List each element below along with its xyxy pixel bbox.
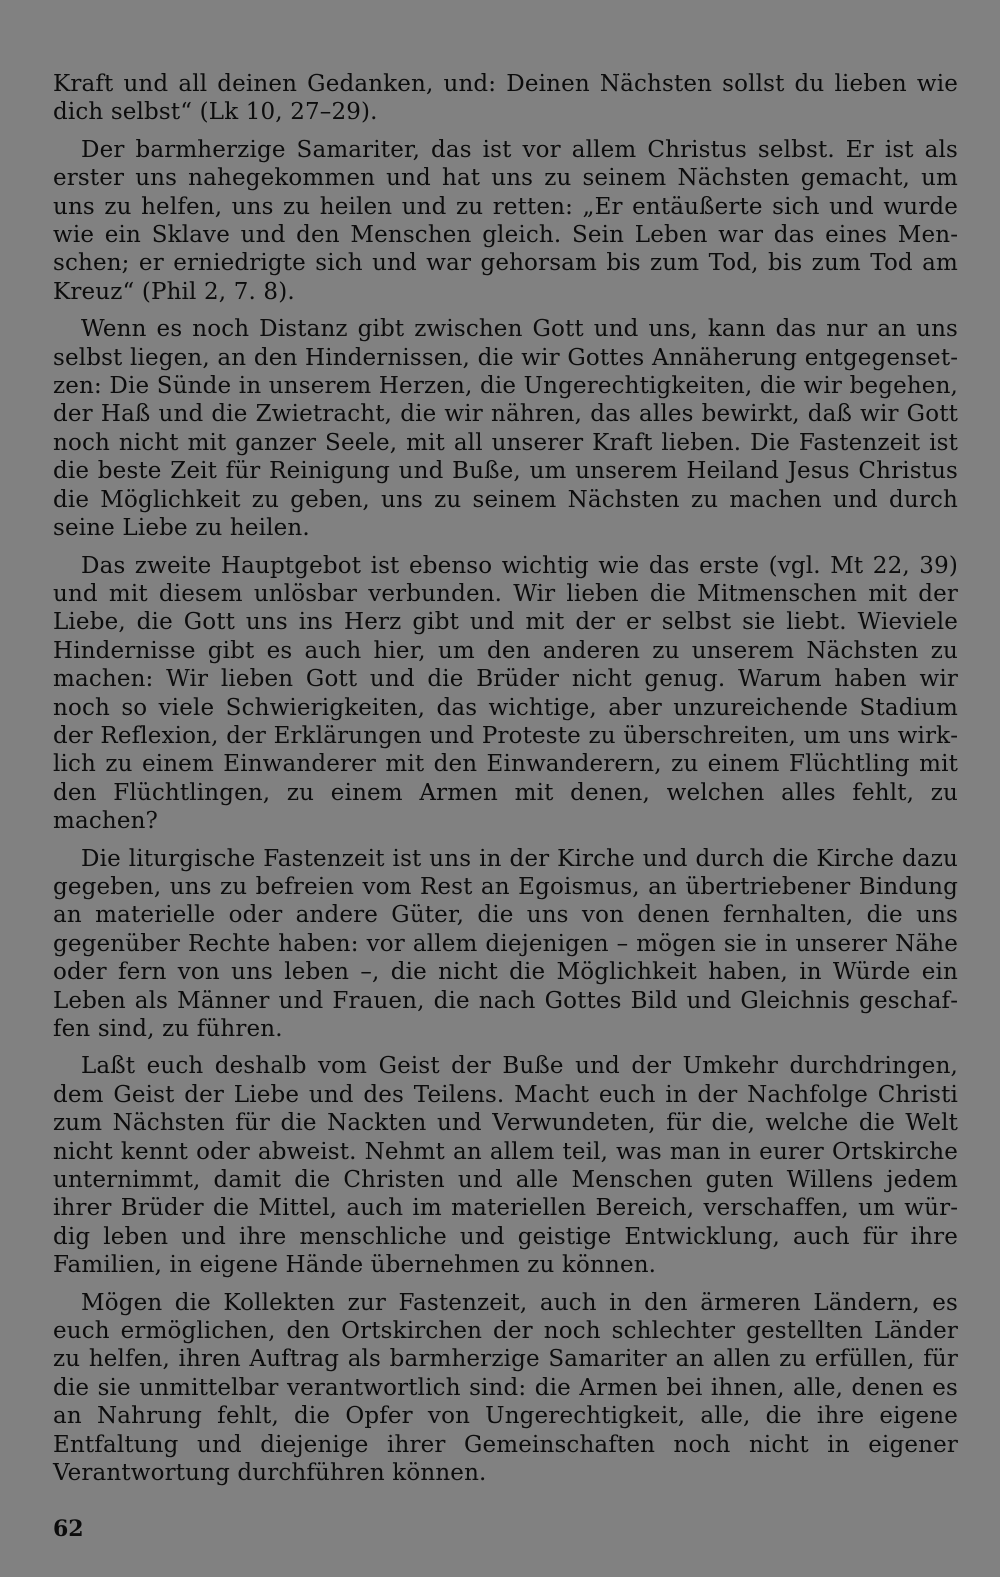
paragraph: Kraft und all deinen Gedanken, und: Deinen Nächsten sollst du lieben wie dich selbst“ (Lk 10, 27–29). bbox=[53, 71, 958, 126]
paragraph: Die liturgische Fastenzeit ist uns in der Kirche und durch die Kirche dazu gegeben, uns zu befreien vom Rest an Egoismus, an übertriebener Bindung an materielle oder andere Güter, die uns von denen fernhalten, die uns gegenüber Rechte haben: vor allem diejenigen – mögen sie in unserer Nähe oder fern von uns leben –, die nicht die Möglichkeit haben, in Würde ein Leben als Männer und Frauen, die nach Gottes Bild und Gleichnis geschaffen sind, zu führen. bbox=[53, 845, 958, 1042]
page-number: 62 bbox=[53, 1516, 84, 1542]
page-body bbox=[53, 70, 958, 1497]
paragraph: Wenn es noch Distanz gibt zwischen Gott und uns, kann das nur an uns selbst liegen, an den Hindernissen, die wir Gottes Annäherung entgegensetzen: Die Sünde in unserem Herzen, die Ungerechtigkeiten, die wir begehen, der Haß und die Zwietracht, die wir nähren, das alles bewirkt, daß wir Gott noch nicht mit ganzer Seele, mit all unserer Kraft lieben. Die Fastenzeit ist die beste Zeit für Reinigung und Buße, um unserem Heiland Jesus Christus die Möglichkeit zu geben, uns zu seinem Nächsten zu machen und durch seine Liebe zu heilen. bbox=[53, 316, 958, 542]
paragraph: Laßt euch deshalb vom Geist der Buße und der Umkehr durchdringen, dem Geist der Liebe und des Teilens. Macht euch in der Nachfolge Christi zum Nächsten für die Nackten und Verwundeten, für die, welche die Welt nicht kennt oder abweist. Nehmt an allem teil, was man in eurer Ortskirche unternimmt, damit die Christen und alle Menschen guten Willens jedem ihrer Brüder die Mittel, auch im materiellen Bereich, verschaffen, um würdig leben und ihre menschliche und geistige Entwicklung, auch für ihre Familien, in eigene Hände übernehmen zu können. bbox=[53, 1053, 958, 1279]
paragraph: Mögen die Kollekten zur Fastenzeit, auch in den ärmeren Ländern, es euch ermöglichen, den Ortskirchen der noch schlechter gestellten Länder zu helfen, ihren Auftrag als barmherzige Samariter an allen zu erfüllen, für die sie unmittelbar verantwortlich sind: die Armen bei ihnen, alle, denen es an Nahrung fehlt, die Opfer von Ungerechtigkeit, alle, die ihre eigene Entfaltung und diejenige ihrer Gemeinschaften noch nicht in eigener Verantwortung durchführen können. bbox=[53, 1289, 958, 1487]
paragraph: Der barmherzige Samariter, das ist vor allem Christus selbst. Er ist als erster uns nahegekommen und hat uns zu seinem Nächsten gemacht, um uns zu helfen, uns zu heilen und zu retten: „Er entäußerte sich und wurde wie ein Sklave und den Menschen gleich. Sein Leben war das eines Menschen; er erniedrigte sich und war gehorsam bis zum Tod, bis zum Tod am Kreuz“ (Phil 2, 7. 8). bbox=[53, 136, 958, 305]
paragraph: Das zweite Hauptgebot ist ebenso wichtig wie das erste (vgl. Mt 22, 39) und mit diesem unlösbar verbunden. Wir lieben die Mitmenschen mit der Liebe, die Gott uns ins Herz gibt und mit der er selbst sie liebt. Wieviele Hindernisse gibt es auch hier, um den anderen zu unserem Nächsten zu machen: Wir lieben Gott und die Brüder nicht genug. Warum haben wir noch so viele Schwierigkeiten, das wichtige, aber unzureichende Stadium der Reflexion, der Erklärungen und Proteste zu überschreiten, um uns wirklich zu einem Einwanderer mit den Einwanderern, zu einem Flüchtling mit den Flüchtlingen, zu einem Armen mit denen, welchen alles fehlt, zu machen? bbox=[53, 552, 958, 835]
